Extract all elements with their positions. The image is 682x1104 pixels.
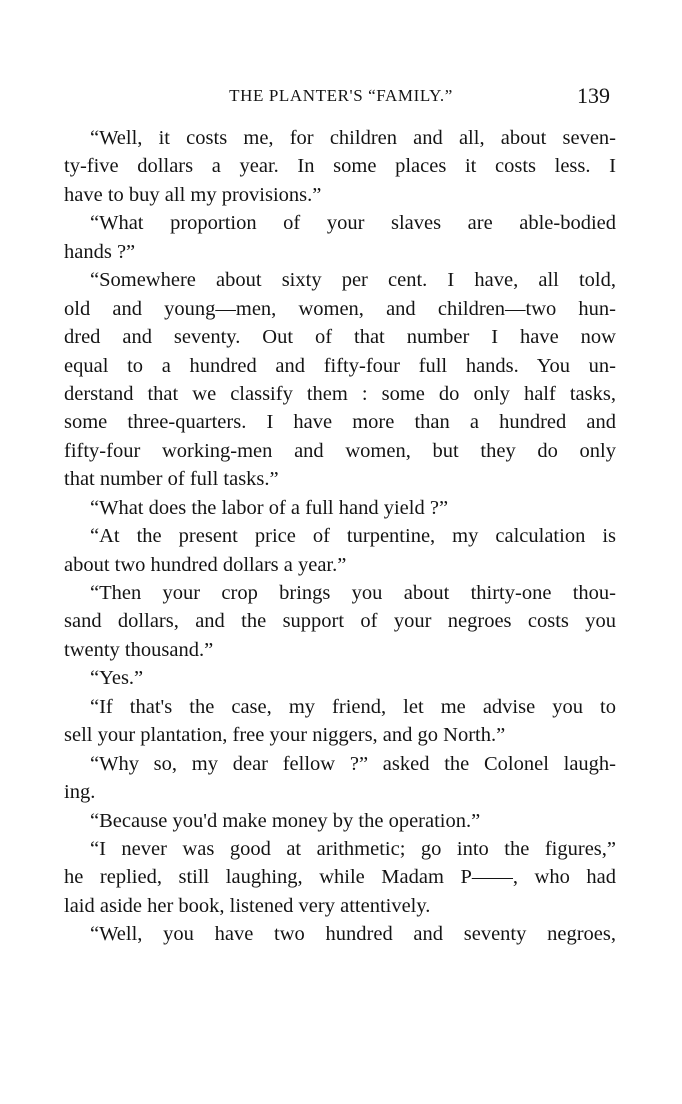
page-number: 139 xyxy=(577,83,610,108)
running-head: THE PLANTER'S “FAMILY.” xyxy=(229,86,453,105)
page-header xyxy=(0,83,682,114)
body-text xyxy=(64,124,616,949)
text-line: hands ?” xyxy=(64,240,136,263)
text-line: “Somewhere about sixty per cent. I have, all told, xyxy=(90,269,616,292)
text-line: twenty thousand.” xyxy=(64,638,214,661)
text-line: “What does the labor of a full hand yield ?” xyxy=(90,496,449,519)
text-line: ing. xyxy=(64,781,96,804)
text-line: ty-five dollars a year. In some places it costs less. I xyxy=(64,155,616,178)
text-line: about two hundred dollars a year.” xyxy=(64,553,347,576)
text-line: “Why so, my dear fellow ?” asked the Colonel laugh- xyxy=(90,752,616,775)
text-line: derstand that we classify them : some do only half tasks, xyxy=(64,382,616,405)
text-line: “I never was good at arithmetic; go into the figures,” xyxy=(90,837,616,860)
text-line: “Then your crop brings you about thirty-one thou- xyxy=(90,582,616,604)
text-line: “At the present price of turpentine, my calculation is xyxy=(90,525,616,548)
text-line: fifty-four working-men and women, but they do only xyxy=(64,439,616,462)
text-line: laid aside her book, listened very attentively. xyxy=(64,894,431,917)
text-line: equal to a hundred and fifty-four full hands. You un- xyxy=(64,354,616,377)
text-line: old and young—men, women, and children—two hun- xyxy=(64,297,616,320)
text-line: “Well, it costs me, for children and all, about seven- xyxy=(90,127,616,149)
text-line: “Because you'd make money by the operation.” xyxy=(90,809,481,832)
text-line: some three-quarters. I have more than a hundred and xyxy=(64,411,616,434)
text-line: he replied, still laughing, while Madam P——, who had xyxy=(64,866,616,889)
text-line: sand dollars, and the support of your negroes costs you xyxy=(64,610,616,633)
text-line: “Well, you have two hundred and seventy negroes, xyxy=(90,923,616,946)
text-line: sell your plantation, free your niggers, and go North.” xyxy=(64,724,506,747)
text-line: have to buy all my provisions.” xyxy=(64,183,322,206)
text-line: that number of full tasks.” xyxy=(64,468,279,491)
text-line: “If that's the case, my friend, let me advise you to xyxy=(90,695,616,718)
text-line: “What proportion of your slaves are able-bodied xyxy=(90,212,616,235)
text-line: “Yes.” xyxy=(90,667,144,690)
text-line: dred and seventy. Out of that number I have now xyxy=(64,326,616,349)
